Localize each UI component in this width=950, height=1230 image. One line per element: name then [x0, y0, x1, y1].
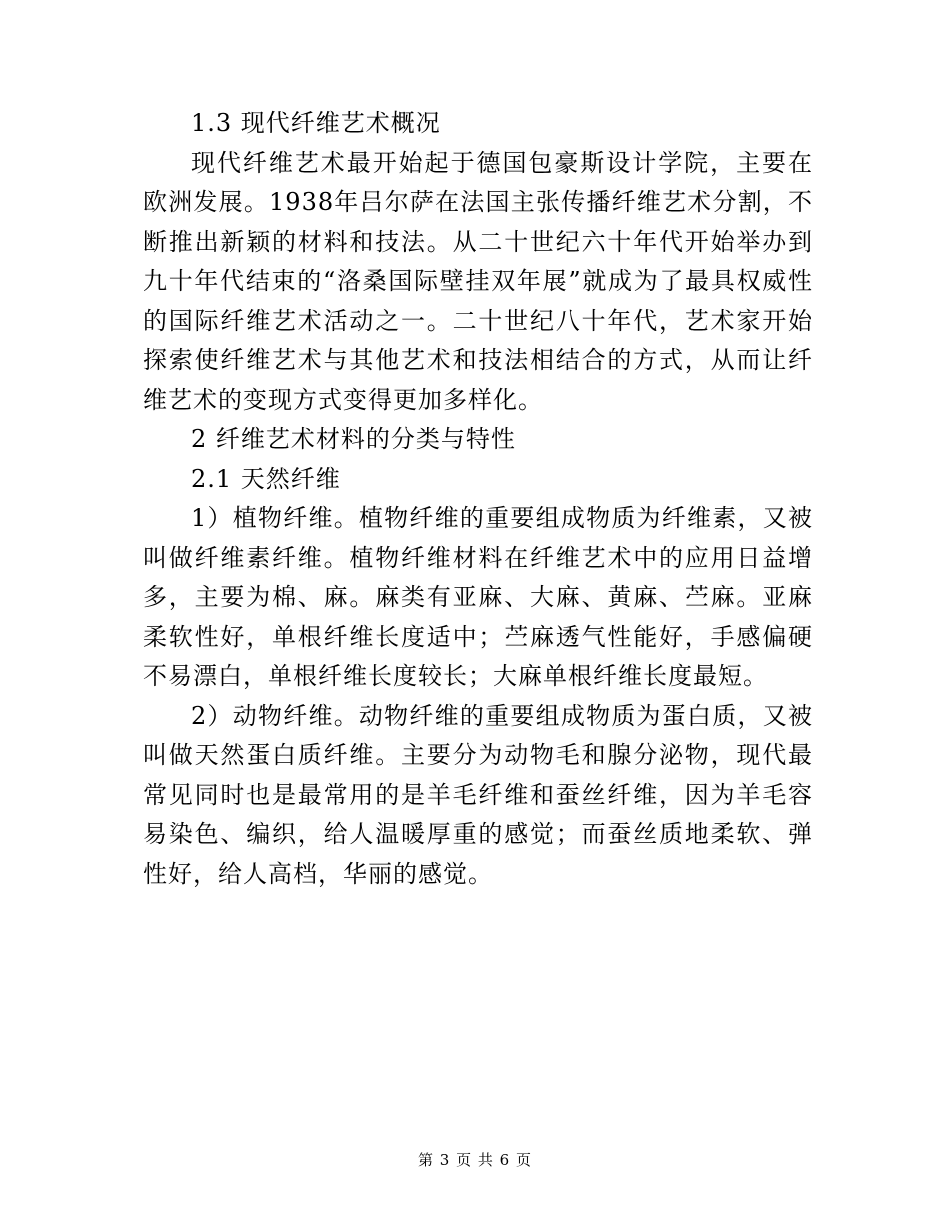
paragraph-animal-fiber: 2）动物纤维。动物纤维的重要组成物质为蛋白质，又被叫做天然蛋白质纤维。主要分为动物毛和腺分泌物，现代最常见同时也是最常用的是羊毛纤维和蚕丝纤维，因为羊毛容易染色、编织，给人温暖厚重的感觉；而蚕丝质地柔软、弹性好，给人高档，华丽的感觉。	[143, 701, 813, 888]
page-footer: 第 3 页 共 6 页	[418, 1151, 532, 1169]
section-heading-1-3: 1.3 现代纤维艺术概况	[191, 109, 441, 137]
document-body	[143, 104, 813, 894]
paragraph-modern-fiber-art: 现代纤维艺术最开始起于德国包豪斯设计学院，主要在欧洲发展。1938年吕尔萨在法国主张传播纤维艺术分割，不断推出新颖的材料和技法。从二十世纪六十年代开始举办到九十年代结束的“洛桑国际壁挂双年展”就成为了最具权威性的国际纤维艺术活动之一。二十世纪八十年代，艺术家开始探索使纤维艺术与其他艺术和技法相结合的方式，从而让纤维艺术的变现方式变得更加多样化。	[143, 148, 813, 414]
paragraph-plant-fiber: 1）植物纤维。植物纤维的重要组成物质为纤维素，又被叫做纤维素纤维。植物纤维材料在纤维艺术中的应用日益增多，主要为棉、麻。麻类有亚麻、大麻、黄麻、苎麻。亚麻柔软性好，单根纤维长度适中；苎麻透气性能好，手感偏硬不易漂白，单根纤维长度较长；大麻单根纤维长度最短。	[143, 504, 813, 690]
section-heading-2-1: 2.1 天然纤维	[191, 464, 341, 493]
section-heading-2: 2 纤维艺术材料的分类与特性	[191, 425, 516, 453]
